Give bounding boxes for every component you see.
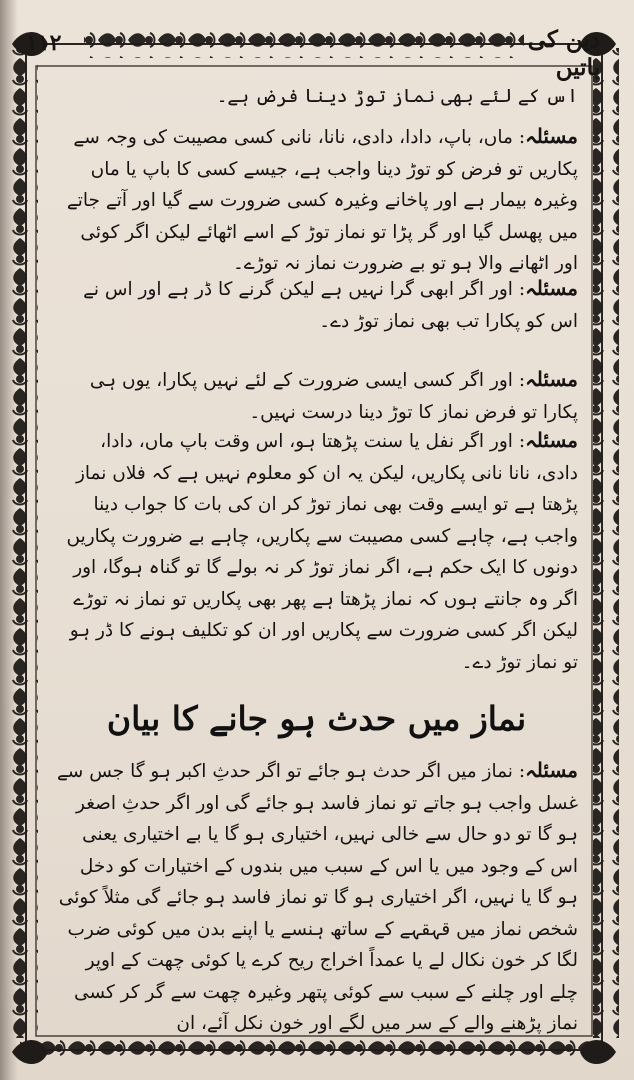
masala-text: : اور اگر ابھی گرا نہیں ہے لیکن گرنے کا ڈر ہے اور اس نے اس کو پکارا تب بھی نماز توڑ دے۔ — [83, 279, 578, 332]
paragraph-opening — [55, 81, 578, 113]
masala-label: مسئلہ — [525, 428, 578, 452]
masala-paragraph-3 — [55, 364, 578, 428]
page-body — [55, 81, 578, 1034]
masala-paragraph-2 — [55, 273, 578, 337]
masala-label: مسئلہ — [525, 276, 578, 300]
section-heading: نماز میں حدث ہو جانے کا بیان — [106, 699, 527, 738]
paragraph-text: اس کے لئے بھی نماز توڑ دینا فرض ہے۔ — [216, 86, 578, 107]
masala-text: : اور اگر کسی ایسی ضرورت کے لئے نہیں پکارا، یوں ہی پکارا تو فرض نماز کا توڑ دینا درست نہیں۔ — [89, 370, 578, 423]
masala-paragraph-1 — [55, 121, 578, 280]
masala-text: : ماں، باپ، دادا، دادی، نانا، نانی کسی مصیبت کی وجہ سے پکاریں تو فرض کو توڑ دینا واجب ہے، جیسے کسی کا باپ یا ماں وغیرہ بیمار ہے اور پاخانے وغیرہ کسی ضرورت سے گیا اور آتے جاتے میں پھسل گیا اور گر پڑا تو نماز توڑ کے اسے اٹھائے لیکن اگر کوئی اور اٹھانے والا ہو تو بے ضرورت نماز نہ توڑے۔ — [66, 127, 578, 274]
masala-text: : اور اگر نفل یا سنت پڑھتا ہو، اس وقت باپ ماں، دادا، دادی، نانا نانی پکاریں، لیکن یہ ان کو معلوم نہیں ہے کہ فلاں نماز پڑھتا ہے تو ایسے وقت بھی نماز توڑ کر ان کی بات کا جواب دینا واجب ہے، چاہے کسی مصیبت سے پکاریں، چاہے بے ضرورت پکاریں دونوں کا ایک حکم ہے، اگر نماز توڑ کر نہ بولے گا تو گناہ ہوگا، اور اگر وہ جانتے ہوں کہ نماز پڑھتا ہے پھر بھی پکاریں تو نماز نہ توڑے لیکن اگر کسی ضرورت سے پکاریں اور ان کو تکلیف ہونے کا ڈر ہو تو نماز توڑ دے۔ — [66, 431, 578, 673]
masala-label: مسئلہ — [525, 758, 578, 782]
page-number: ١١٢ — [26, 30, 62, 56]
masala-label: مسئلہ — [525, 124, 578, 148]
masala-text: : نماز میں اگر حدث ہو جائے تو اگر حدثِ اکبر ہو گا جس سے غسل واجب ہو جاتے تو نماز فاسد ہو جائے گی اور اگر حدثِ اصغر ہو گا تو دو حال سے خالی نہیں، اختیاری ہو گا یا بے اختیاری یعنی اس کے وجود میں یا اس کے سبب میں بندوں کے اختیارات کو دخل ہو گا یا نہیں، اگر اختیاری ہو گا تو نماز فاسد ہو جائے گی مثلاً کوئی شخص نماز میں قہقہے کے ساتھ ہنسے یا اپنے بدن میں کوئی ضرب لگا کر خون نکال لے یا عمداً اخراج ریح کرے یا کوئی چھت کے اوپر چلے اور چلنے کے سبب سے کوئی پتھر وغیرہ چھت سے گر کر کسی نماز پڑھنے والے کے سر میں لگے اور خون نکل آئے، ان — [56, 761, 578, 1034]
masala-paragraph-5 — [55, 755, 578, 1040]
masala-label: مسئلہ — [525, 367, 578, 391]
masala-paragraph-4 — [55, 425, 578, 678]
running-header-title: دین کی باتیں — [527, 26, 600, 81]
